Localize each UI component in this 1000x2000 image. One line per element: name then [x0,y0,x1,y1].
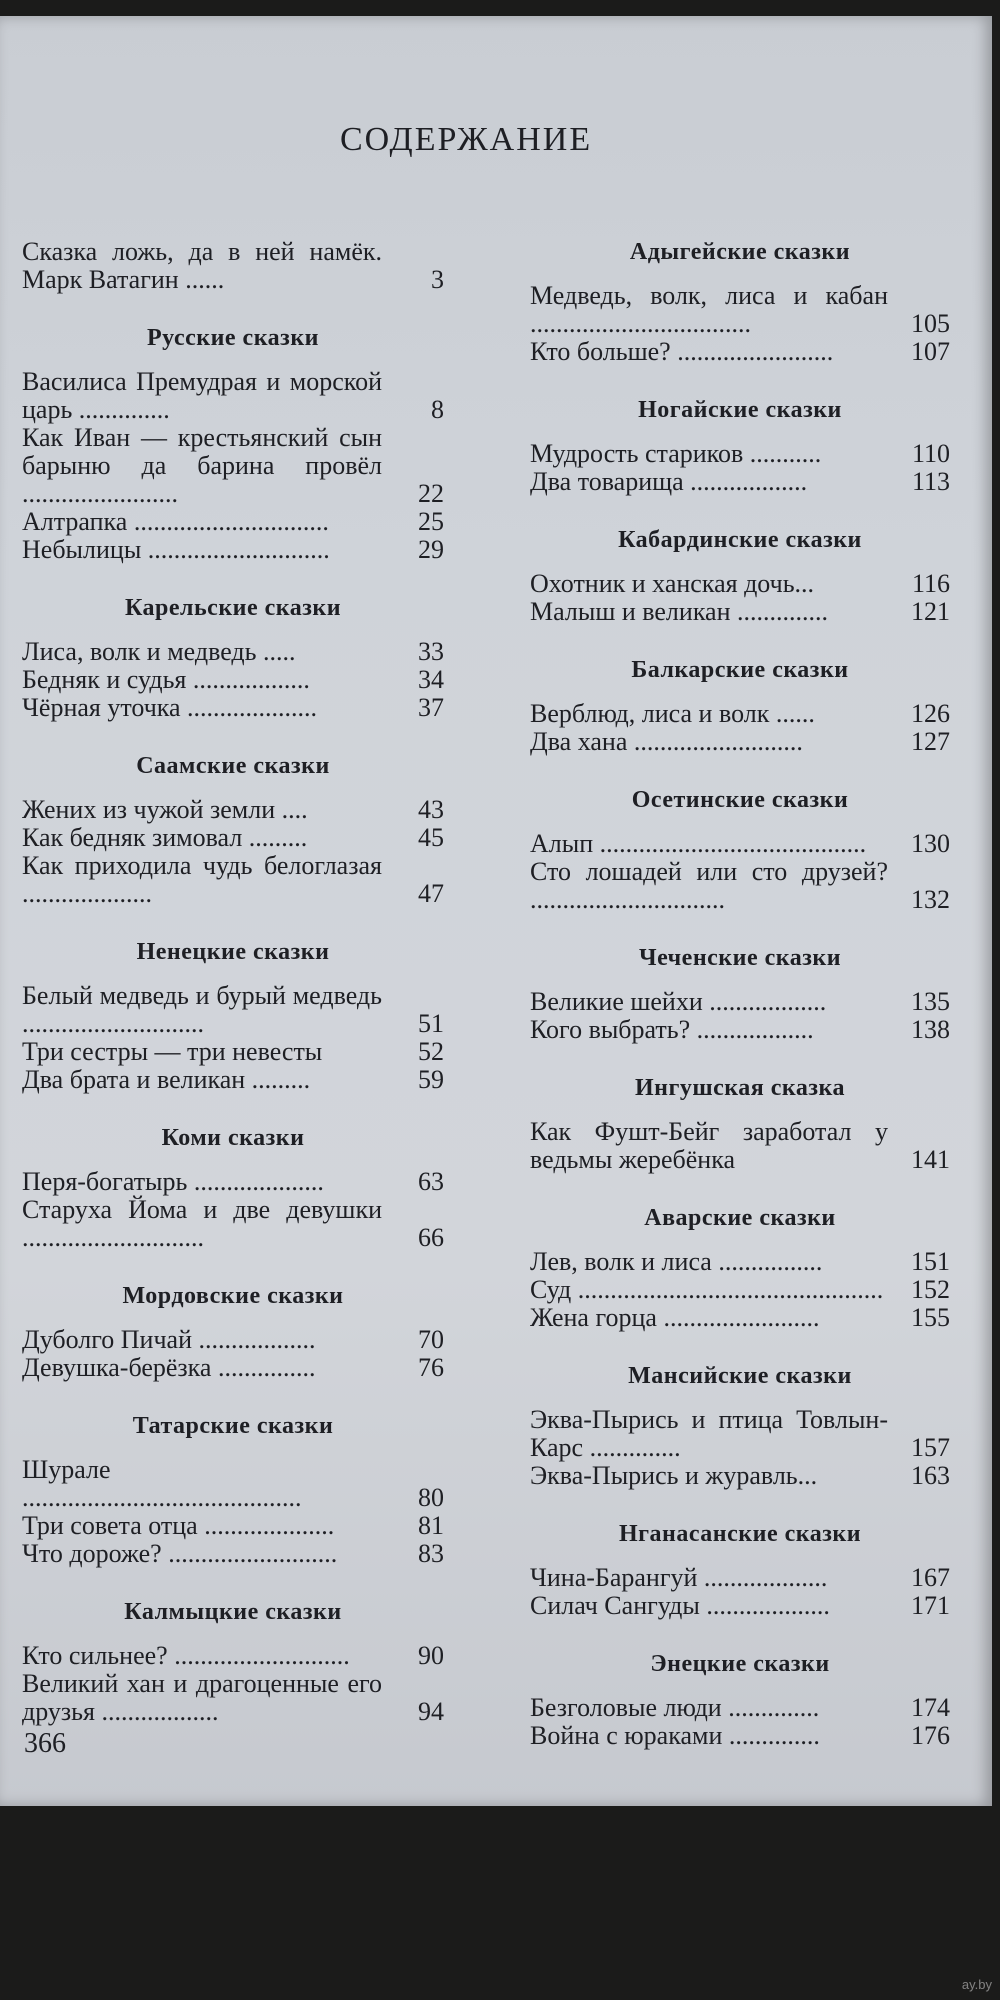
toc-entry [22,1326,444,1354]
toc-section [22,1270,444,1382]
toc-entry-page: 76 [418,1353,444,1382]
toc-entry [22,824,444,852]
toc-entry [22,536,444,564]
page-title: СОДЕРЖАНИЕ [340,121,593,158]
toc-entry-page: 141 [911,1145,950,1174]
toc-entry-page: 138 [911,1015,950,1044]
toc-entry-title: Эква-Пырись и журавль... [530,1461,818,1490]
toc-section-heading: Осетинские сказки [631,787,849,813]
toc-entry-title: Как Фушт-Бейг заработал у ведьмы жеребёнка [530,1117,888,1174]
toc-entry-page: 135 [911,987,950,1016]
toc-entry-title: Алтрапка .............................. [22,507,329,536]
toc-entry [22,1642,444,1670]
toc-entry [22,796,444,824]
toc-entry-title: Чёрная уточка .................... [22,693,318,722]
toc-entry [22,1670,444,1726]
toc-section-heading: Чеченские сказки [638,945,842,971]
toc-section-heading: Коми сказки [161,1125,305,1151]
toc-entry-page: 113 [911,467,950,496]
toc-section-heading: Калмыцкие сказки [124,1599,342,1625]
toc-entry-title: Мудрость стариков ........... [530,439,822,468]
toc-entry-page: 105 [911,309,950,338]
toc-entry [22,1066,444,1094]
toc-entry-page: 25 [418,507,444,536]
toc-entry-page: 22 [418,479,444,508]
toc-entry-page: 132 [911,885,950,914]
toc-entry-title: Сказка ложь, да в ней намёк. Марк Ватагин ...... [22,237,382,294]
watermark: ay.by [961,1977,992,1992]
toc-entry [530,1694,950,1722]
toc-entry-page: 171 [911,1591,950,1620]
toc-entry-title: Чина-Барангуй ................... [530,1563,828,1592]
toc-entry [22,1512,444,1540]
toc-entry [530,728,950,756]
toc-entry-page: 63 [418,1167,444,1196]
toc-entry-title: Что дороже? .......................... [22,1539,338,1568]
toc-entry-title: Лев, волк и лиса ................ [530,1247,823,1276]
toc-entry-title: Великий хан и драгоценные его друзья .................. [22,1669,382,1726]
toc-entry-title: Война с юраками .............. [530,1721,820,1750]
toc-entry-page: 37 [418,693,444,722]
book-page [0,16,992,1806]
toc-section [530,384,950,496]
toc-section [530,1350,950,1490]
toc-entry [530,338,950,366]
toc-entry [530,598,950,626]
toc-entry-page: 3 [431,265,444,294]
toc-entry-title: Суд ............................................... [530,1275,884,1304]
toc-entry [530,468,950,496]
toc-entry [530,1592,950,1620]
toc-entry-title: Как бедняк зимовал ......... [22,823,308,852]
toc-entry-page: 130 [911,829,950,858]
toc-section-heading: Татарские сказки [132,1413,334,1439]
toc-entry [530,440,950,468]
toc-entry-page: 34 [418,665,444,694]
toc-section-heading: Мордовские сказки [122,1283,344,1309]
toc-entry [530,858,950,914]
toc-entry [22,368,444,424]
toc-entry [22,666,444,694]
toc-section [530,644,950,756]
toc-section-heading: Мансийские сказки [628,1363,852,1389]
toc-entry-page: 174 [911,1693,950,1722]
toc-entry-title: Охотник и ханская дочь... [530,569,815,598]
toc-entry-page: 8 [431,395,444,424]
toc-entry [22,1196,444,1252]
toc-entry [22,1456,444,1512]
toc-entry [530,282,950,338]
toc-entry [530,1564,950,1592]
toc-entry-title: Два хана .......................... [530,727,803,756]
toc-entry-title: Два товарища .................. [530,467,808,496]
toc-entry-title: Как Иван — крестьянский сын барыню да барина провёл ........................ [22,423,382,508]
page-number: 366 [24,1728,66,1759]
toc-entry [530,1276,950,1304]
toc-entry-page: 155 [911,1303,950,1332]
toc-entry-page: 83 [418,1539,444,1568]
toc-entry [530,1118,950,1174]
toc-entry-title: Три совета отца .................... [22,1511,335,1540]
toc-entry [530,830,950,858]
toc-entry-title: Медведь, волк, лиса и кабан .................................. [530,281,888,338]
toc-entry-title: Силач Сангуды ................... [530,1591,830,1620]
toc-entry [530,988,950,1016]
toc-entry [22,1168,444,1196]
toc-section-heading: Балкарские сказки [631,657,849,683]
toc-entry-page: 33 [418,637,444,666]
toc-entry [530,1462,950,1490]
toc-entry-page: 151 [911,1247,950,1276]
toc-entry-title: Кто сильнее? ........................... [22,1641,350,1670]
toc-entry-page: 107 [911,337,950,366]
toc-entry-title: Малыш и великан .............. [530,597,829,626]
toc-entry [22,982,444,1038]
toc-entry-title: Девушка-берёзка ............... [22,1353,316,1382]
toc-entry-title: Перя-богатырь .................... [22,1167,324,1196]
toc-entry-title: Алып ......................................... [530,829,867,858]
toc-entry [22,852,444,908]
toc-section-heading: Нганасанские сказки [618,1521,862,1547]
toc-section [530,1638,950,1750]
toc-entry [530,1248,950,1276]
toc-entry-page: 29 [418,535,444,564]
toc-entry-page: 51 [418,1009,444,1038]
toc-section [530,774,950,914]
toc-right-column [530,238,950,1768]
toc-entry [530,1406,950,1462]
toc-section [530,1192,950,1332]
toc-entry [22,638,444,666]
toc-section-heading: Ногайские сказки [638,397,842,423]
toc-section [22,1400,444,1568]
toc-entry-page: 152 [911,1275,950,1304]
toc-entry-page: 116 [911,569,950,598]
toc-entry-title: Василиса Премудрая и морской царь .............. [22,367,382,424]
toc-entry [22,694,444,722]
toc-entry-page: 90 [418,1641,444,1670]
toc-entry-title: Верблюд, лиса и волк ...... [530,699,815,728]
toc-entry-page: 167 [911,1563,950,1592]
toc-entry-page: 94 [418,1697,444,1726]
toc-entry-page: 45 [418,823,444,852]
toc-entry-title: Бедняк и судья .................. [22,665,310,694]
toc-section-heading: Карельские сказки [124,595,342,621]
toc-section [530,238,950,366]
toc-entry-title: Небылицы ............................ [22,535,330,564]
toc-section [530,514,950,626]
toc-section [22,926,444,1094]
toc-section-heading: Русские сказки [147,325,319,351]
toc-entry-page: 127 [911,727,950,756]
toc-entry-page: 59 [418,1065,444,1094]
toc-entry-page: 176 [911,1721,950,1750]
toc-entry-title: Великие шейхи .................. [530,987,827,1016]
toc-section-heading: Ингушская сказка [635,1075,845,1101]
toc-entry [22,1354,444,1382]
toc-entry-title: Как приходила чудь белоглазая .................... [22,851,382,908]
toc-entry-page: 121 [911,597,950,626]
toc-entry-title: Два брата и великан ......... [22,1065,311,1094]
toc-entry-title: Старуха Йома и две девушки ............................ [22,1195,382,1252]
toc-entry-page: 157 [911,1433,950,1462]
toc-entry-title: Кого выбрать? .................. [530,1015,814,1044]
toc-section-heading: Аварские сказки [644,1205,836,1231]
toc-entry-page: 52 [418,1037,444,1066]
toc-entry-title: Эква-Пырись и птица Товлын-Карс .............. [530,1405,888,1462]
toc-entry-title: Белый медведь и бурый медведь ............................ [22,981,382,1038]
toc-entry [22,508,444,536]
toc-entry-page: 66 [418,1223,444,1252]
toc-entry-title: Дуболго Пичай .................. [22,1325,316,1354]
toc-section [530,1508,950,1620]
toc-section-heading: Адыгейские сказки [629,239,851,265]
toc-entry [22,1038,444,1066]
toc-section-heading: Энецкие сказки [650,1651,830,1677]
toc-entry [22,1540,444,1568]
toc-entry-page: 110 [911,439,950,468]
toc-section [22,1112,444,1252]
toc-entry [530,700,950,728]
toc-section [22,1586,444,1726]
toc-entry-page: 163 [911,1461,950,1490]
toc-entry-page: 80 [418,1483,444,1512]
toc-entry-title: Безголовые люди .............. [530,1693,820,1722]
toc-entry-title: Три сестры — три невесты [22,1037,323,1066]
toc-entry [530,570,950,598]
toc-entry-title: Кто больше? ........................ [530,337,834,366]
toc-entry [530,1016,950,1044]
toc-section [530,1062,950,1174]
toc-entry [22,238,444,294]
toc-entry-page: 70 [418,1325,444,1354]
toc-section-heading: Ненецкие сказки [136,939,330,965]
toc-entry-title: Лиса, волк и медведь ..... [22,637,296,666]
toc-entry-page: 81 [418,1511,444,1540]
toc-entry-title: Жена горца ........................ [530,1303,820,1332]
toc-entry-page: 126 [911,699,950,728]
toc-section [22,312,444,564]
toc-section [22,582,444,722]
toc-section-heading: Кабардинские сказки [618,527,862,553]
toc-section [530,932,950,1044]
toc-section [22,740,444,908]
toc-entry-title: Шурале ........................................... [22,1455,302,1512]
toc-section [22,238,444,294]
toc-entry [530,1304,950,1332]
toc-entry-title: Сто лошадей или сто друзей? .............................. [530,857,888,914]
toc-entry [22,424,444,508]
toc-section-heading: Саамские сказки [136,753,330,779]
toc-left-column [22,238,444,1744]
toc-entry-page: 47 [418,879,444,908]
toc-entry [530,1722,950,1750]
toc-entry-page: 43 [418,795,444,824]
toc-entry-title: Жених из чужой земли .... [22,795,308,824]
